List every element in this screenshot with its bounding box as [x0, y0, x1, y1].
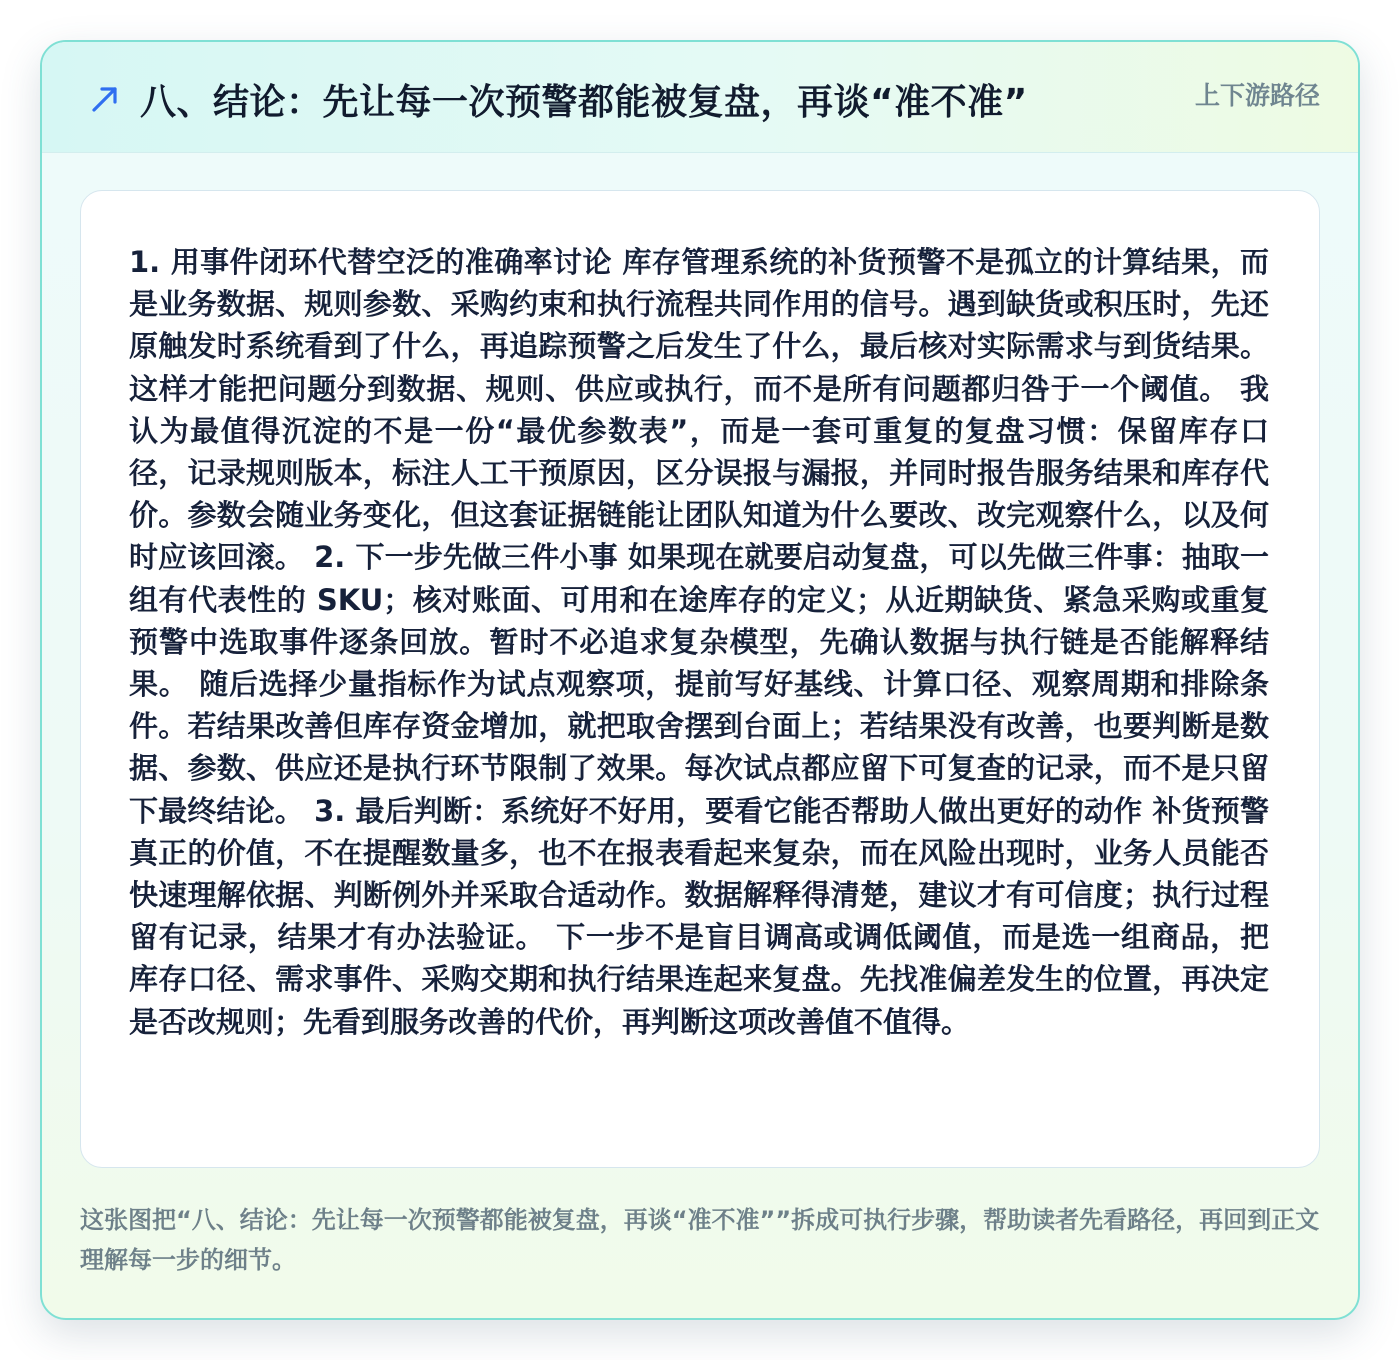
- content-panel: [80, 190, 1320, 1168]
- figure-caption: 这张图把“八、结论：先让每一次预警都能被复盘，再谈“准不准””拆成可执行步骤，帮助读者先看路径，再回到正文理解每一步的细节。: [80, 1206, 1320, 1274]
- arrow-up-right-icon: [88, 82, 122, 116]
- section-title: 八、结论：先让每一次预警都能被复盘，再谈“准不准”: [140, 82, 1028, 123]
- summary-card: [40, 40, 1360, 1320]
- path-tag: 上下游路径: [1194, 81, 1320, 110]
- card-header: [42, 42, 1358, 153]
- conclusion-paragraph: 1. 用事件闭环代替空泛的准确率讨论 库存管理系统的补货预警不是孤立的计算结果，而是业务数据、规则参数、采购约束和执行流程共同作用的信号。遇到缺货或积压时，先还原触发时系统看到了什么，再追踪预警之后发生了什么，最后核对实际需求与到货结果。这样才能把问题分到数据、规则、供应或执行，而不是所有问题都归咎于一个阈值。 我认为最值得沉淀的不是一份“最优参数表”，而是一套可重复的复盘习惯：保留库存口径，记录规则版本，标注人工干预原因，区分误报与漏报，并同时报告服务结果和库存代价。参数会随业务变化，但这套证据链能让团队知道为什么要改、改完观察什么，以及何时应该回滚。 2. 下一步先做三件小事 如果现在就要启动复盘，可以先做三件事：抽取一组有代表性的 SKU；核对账面、可用和在途库存的定义；从近期缺货、紧急采购或重复预警中选取事件逐条回放。暂时不必追求复杂模型，先确认数据与执行链是否能解释结果。 随后选择少量指标作为试点观察项，提前写好基线、计算口径、观察周期和排除条件。若结果改善但库存资金增加，就把取舍摆到台面上；若结果没有改善，也要判断是数据、参数、供应还是执行环节限制了效果。每次试点都应留下可复查的记录，而不是只留下最终结论。 3. 最后判断：系统好不好用，要看它能否帮助人做出更好的动作 补货预警真正的价值，不在提醒数量多，也不在报表看起来复杂，而在风险出现时，业务人员能否快速理解依据、判断例外并采取合适动作。数据解释得清楚，建议才有可信度；执行过程留有记录，结果才有办法验证。 下一步不是盲目调高或调低阈值，而是选一组商品，把库存口径、需求事件、采购交期和执行结果连起来复盘。先找准偏差发生的位置，再决定是否改规则；先看到服务改善的代价，再判断这项改善值不值得。: [129, 245, 1269, 1039]
